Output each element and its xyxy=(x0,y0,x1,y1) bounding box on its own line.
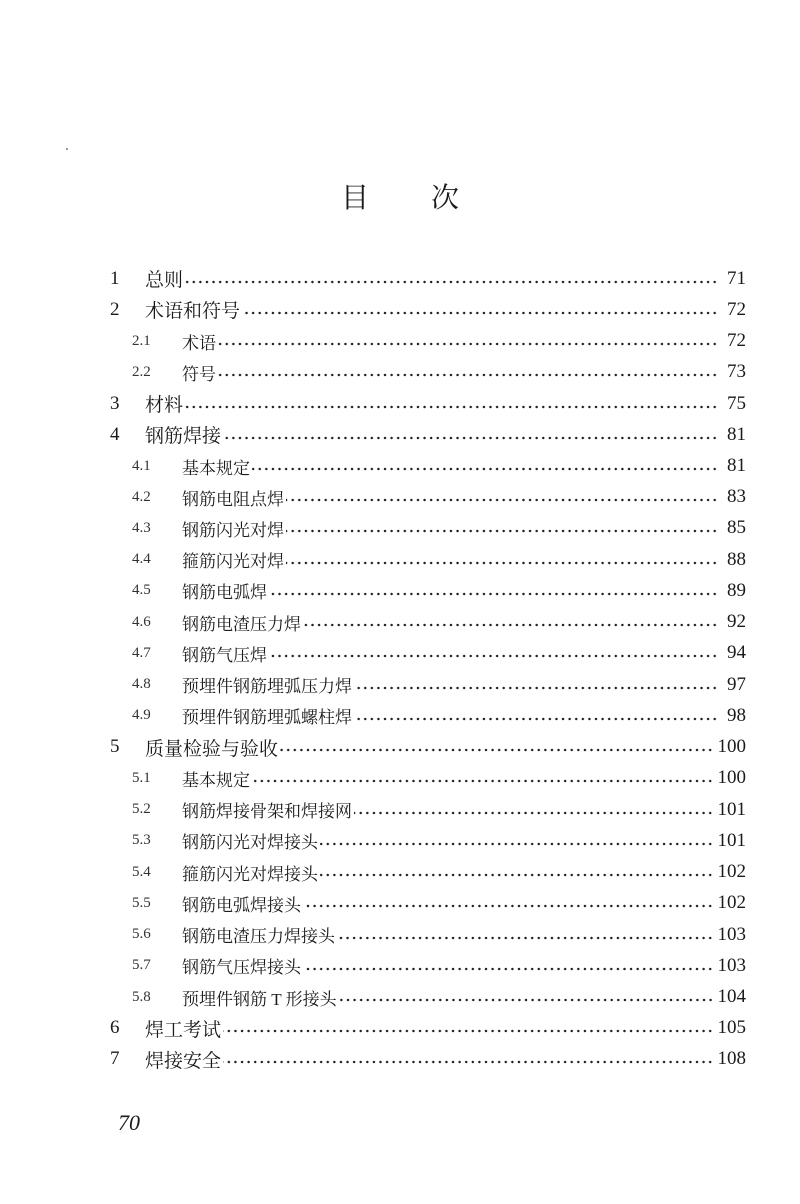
toc-subsection-entry[interactable] xyxy=(110,607,746,638)
entry-title: 钢筋电弧焊接头 xyxy=(182,895,301,915)
entry-title: 钢筋电弧焊 xyxy=(182,583,267,603)
toc-chapter-entry[interactable] xyxy=(110,732,746,763)
dot-leader xyxy=(337,936,714,940)
entry-number: 2.2 xyxy=(132,363,151,380)
entry-number: 5.7 xyxy=(132,957,151,974)
entry-number: 5.8 xyxy=(132,988,151,1005)
entry-number: 5.2 xyxy=(132,801,151,818)
entry-page: 100 xyxy=(717,736,746,758)
dot-leader xyxy=(320,873,714,877)
dot-leader xyxy=(286,561,718,565)
dot-leader xyxy=(223,1060,713,1064)
entry-title: 质量检验与验收 xyxy=(145,738,279,760)
toc-subsection-entry[interactable] xyxy=(110,575,746,606)
toc-subsection-entry[interactable] xyxy=(110,544,746,575)
dot-leader xyxy=(242,311,718,315)
dot-leader xyxy=(218,342,718,346)
entry-number: 4.3 xyxy=(132,519,151,536)
page-number: 70 xyxy=(118,1110,140,1135)
entry-title: 总则 xyxy=(145,270,184,292)
dot-leader xyxy=(303,904,714,908)
entry-page: 108 xyxy=(717,1048,746,1070)
entry-page: 102 xyxy=(717,861,746,883)
entry-title: 术语 xyxy=(182,333,216,353)
toc-subsection-entry[interactable] xyxy=(110,919,746,950)
entry-page: 103 xyxy=(717,954,746,976)
entry-title: 材料 xyxy=(145,395,184,417)
entry-number: 5.4 xyxy=(132,863,151,880)
entry-title: 钢筋焊接 xyxy=(145,426,222,448)
entry-title: 焊接安全 xyxy=(145,1050,222,1072)
entry-number: 4 xyxy=(110,423,120,445)
page-title xyxy=(0,176,800,216)
table-of-contents xyxy=(110,263,746,1075)
toc-subsection-entry[interactable] xyxy=(110,325,746,356)
entry-title: 预埋件钢筋埋弧压力焊 xyxy=(182,677,352,697)
entry-number: 5 xyxy=(110,736,120,758)
entry-page: 92 xyxy=(727,611,746,633)
entry-title: 钢筋闪光对焊接头 xyxy=(182,833,318,853)
entry-number: 5.1 xyxy=(132,769,151,786)
toc-subsection-entry[interactable] xyxy=(110,981,746,1012)
entry-number: 4.8 xyxy=(132,676,151,693)
dot-leader xyxy=(354,717,718,721)
entry-title: 钢筋焊接骨架和焊接网 xyxy=(182,802,352,822)
toc-subsection-entry[interactable] xyxy=(110,638,746,669)
dot-leader xyxy=(223,436,718,440)
toc-subsection-entry[interactable] xyxy=(110,482,746,513)
toc-subsection-entry[interactable] xyxy=(110,888,746,919)
entry-page: 94 xyxy=(727,642,746,664)
toc-subsection-entry[interactable] xyxy=(110,513,746,544)
toc-subsection-entry[interactable] xyxy=(110,825,746,856)
entry-page: 83 xyxy=(727,486,746,508)
entry-page: 88 xyxy=(727,548,746,570)
dot-leader xyxy=(185,405,718,409)
toc-subsection-entry[interactable] xyxy=(110,763,746,794)
toc-chapter-entry[interactable] xyxy=(110,294,746,325)
entry-number: 5.3 xyxy=(132,832,151,849)
entry-number: 2 xyxy=(110,298,120,320)
entry-title: 基本规定 xyxy=(182,458,250,478)
dot-leader xyxy=(269,592,718,596)
dot-leader xyxy=(269,654,718,658)
toc-chapter-entry[interactable] xyxy=(110,419,746,450)
entry-number: 4.1 xyxy=(132,457,151,474)
dot-leader xyxy=(303,967,714,971)
entry-number: 1 xyxy=(110,267,120,289)
entry-title: 钢筋电阻点焊 xyxy=(182,489,284,509)
entry-page: 105 xyxy=(717,1017,746,1039)
toc-subsection-entry[interactable] xyxy=(110,450,746,481)
entry-title: 钢筋电渣压力焊接头 xyxy=(182,927,335,947)
toc-chapter-entry[interactable] xyxy=(110,263,746,294)
dot-leader xyxy=(320,842,714,846)
entry-title: 钢筋气压焊接头 xyxy=(182,958,301,978)
entry-page: 73 xyxy=(727,361,746,383)
dot-leader xyxy=(218,373,718,377)
entry-page: 97 xyxy=(727,673,746,695)
entry-page: 101 xyxy=(717,798,746,820)
dot-leader xyxy=(286,529,718,533)
entry-title: 基本规定 xyxy=(182,770,250,790)
entry-title: 钢筋闪光对焊 xyxy=(182,520,284,540)
dot-leader xyxy=(223,1029,713,1033)
entry-number: 3 xyxy=(110,392,120,414)
entry-title: 钢筋气压焊 xyxy=(182,645,267,665)
toc-subsection-entry[interactable] xyxy=(110,357,746,388)
dot-leader xyxy=(280,748,713,752)
dot-leader xyxy=(354,811,714,815)
toc-subsection-entry[interactable] xyxy=(110,950,746,981)
title-char-2: 次 xyxy=(431,183,460,214)
entry-title: 焊工考试 xyxy=(145,1019,222,1041)
toc-subsection-entry[interactable] xyxy=(110,700,746,731)
entry-number: 4.2 xyxy=(132,488,151,505)
entry-title: 术语和符号 xyxy=(145,301,241,323)
entry-number: 6 xyxy=(110,1017,120,1039)
entry-page: 85 xyxy=(727,517,746,539)
entry-number: 4.6 xyxy=(132,613,151,630)
dot-leader xyxy=(303,623,718,627)
dot-leader xyxy=(252,779,714,783)
entry-number: 5.6 xyxy=(132,926,151,943)
entry-number: 4.4 xyxy=(132,551,151,568)
toc-subsection-entry[interactable] xyxy=(110,794,746,825)
entry-page: 98 xyxy=(727,704,746,726)
entry-title: 预埋件钢筋埋弧螺柱焊 xyxy=(182,708,352,728)
dot-leader xyxy=(252,467,718,471)
entry-page: 102 xyxy=(717,892,746,914)
entry-page: 71 xyxy=(727,267,746,289)
toc-chapter-entry[interactable] xyxy=(110,388,746,419)
dot-leader xyxy=(354,686,718,690)
entry-title: 预埋件钢筋 T 形接头 xyxy=(182,989,337,1009)
entry-page: 81 xyxy=(727,455,746,477)
toc-chapter-entry[interactable] xyxy=(110,1044,746,1075)
title-char-1: 目 xyxy=(340,183,369,214)
dot-leader xyxy=(339,998,714,1002)
entry-page: 104 xyxy=(717,986,746,1007)
dot-leader xyxy=(185,280,718,284)
entry-page: 103 xyxy=(717,923,746,945)
entry-title: 箍筋闪光对焊接头 xyxy=(182,864,318,884)
entry-page: 72 xyxy=(727,298,746,320)
entry-page: 100 xyxy=(717,767,746,789)
entry-page: 81 xyxy=(727,423,746,445)
dot-leader xyxy=(286,498,718,502)
entry-title: 符号 xyxy=(182,364,216,384)
entry-title: 钢筋电渣压力焊 xyxy=(182,614,301,634)
entry-number: 4.5 xyxy=(132,582,151,599)
toc-chapter-entry[interactable] xyxy=(110,1013,746,1044)
entry-number: 4.7 xyxy=(132,644,151,661)
entry-number: 4.9 xyxy=(132,707,151,724)
entry-title: 箍筋闪光对焊 xyxy=(182,552,284,572)
entry-number: 2.1 xyxy=(132,332,151,349)
entry-number: 5.5 xyxy=(132,894,151,911)
entry-number: 7 xyxy=(110,1048,120,1070)
toc-subsection-entry[interactable] xyxy=(110,669,746,700)
entry-page: 89 xyxy=(727,579,746,601)
entry-page: 72 xyxy=(727,330,746,352)
scan-speck xyxy=(66,148,68,150)
entry-page: 75 xyxy=(727,392,746,414)
toc-subsection-entry[interactable] xyxy=(110,856,746,887)
entry-page: 101 xyxy=(717,829,746,851)
